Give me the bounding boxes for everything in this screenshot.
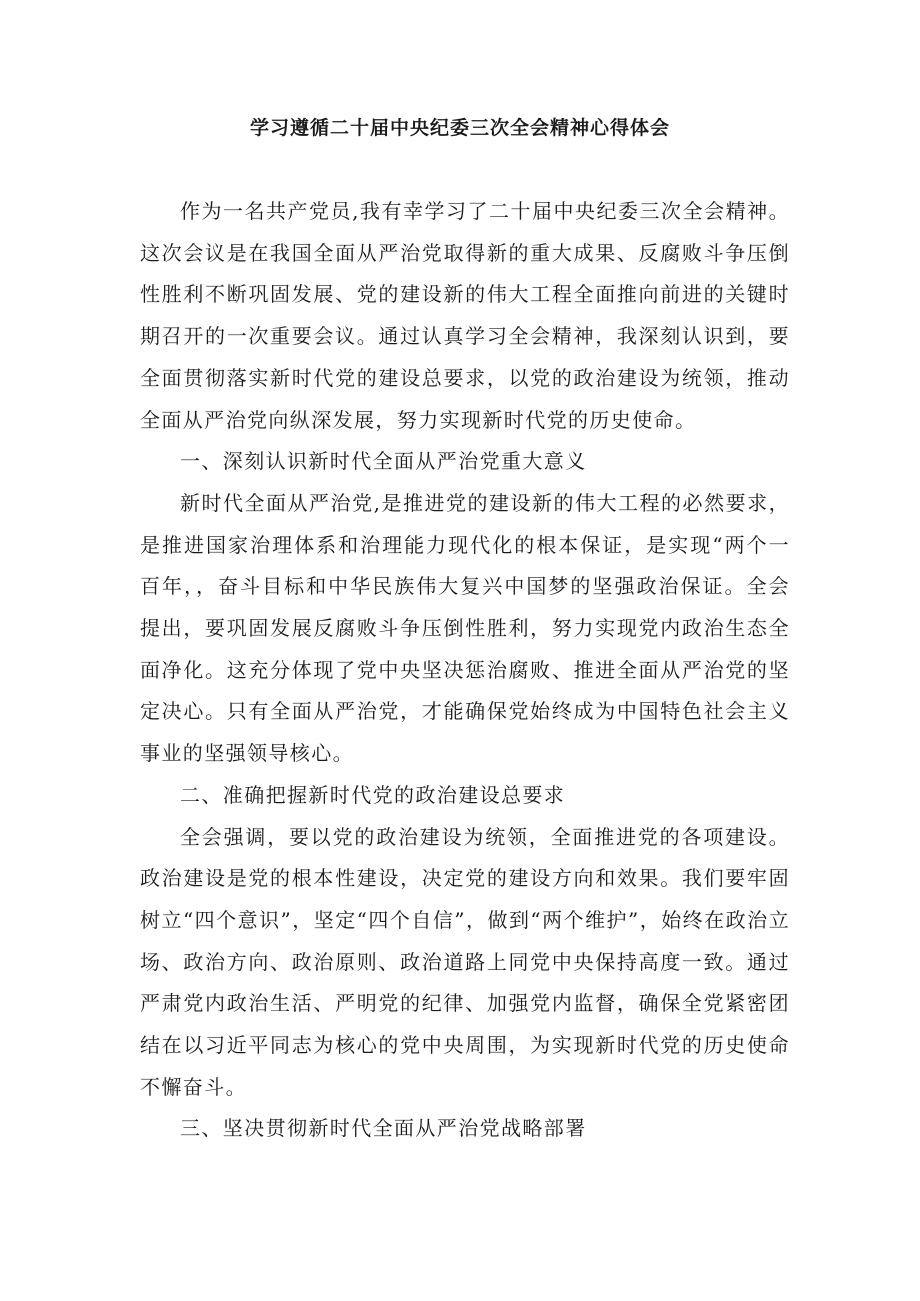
paragraph-section-2: 全会强调，要以党的政治建设为统领，全面推进党的各项建设。政治建设是党的根本性建设，决定党的建设方向和效果。我们要牢固树立“四个意识”，坚定“四个自信”，做到“两个维护”，始终在政治立场、政治方向、政治原则、政治道路上同党中央保持高度一致。通过严肃党内政治生活、严明党的纪律、加强党内监督，确保全党紧密团结在以习近平同志为核心的党中央周围，为实现新时代党的历史使命不懈奋斗。	[140, 824, 790, 1099]
document-body	[140, 191, 790, 1150]
paragraph-section-1: 新时代全面从严治党,是推进党的建设新的伟大工程的必然要求，是推进国家治理体系和治理能力现代化的根本保证，是实现“两个一百年，，奋斗目标和中华民族伟大复兴中国梦的坚强政治保证。全会提出，要巩固发展反腐败斗争压倒性胜利，努力实现党内政治生态全面净化。这充分体现了党中央坚决惩治腐败、推进全面从严治党的坚定决心。只有全面从严治党，才能确保党始终成为中国特色社会主义事业的坚强领导核心。	[140, 490, 790, 766]
section-heading-1: 一、深刻认识新时代全面从严治党重大意义	[180, 449, 587, 474]
document-title: 学习遵循二十届中央纪委三次全会精神心得体会	[249, 117, 670, 139]
paragraph-intro: 作为一名共产党员,我有幸学习了二十届中央纪委三次全会精神。这次会议是在我国全面从严治党取得新的重大成果、反腐败斗争压倒性胜利不断巩固发展、党的建设新的伟大工程全面推向前进的关键时期召开的一次重要会议。通过认真学习全会精神，我深刻认识到，要全面贯彻落实新时代党的建设总要求，以党的政治建设为统领，推动全面从严治党向纵深发展，努力实现新时代党的历史使命。	[140, 199, 790, 432]
section-heading-3: 三、坚决贯彻新时代全面从严治党战略部署	[180, 1116, 587, 1141]
section-heading-2: 二、准确把握新时代党的政治建设总要求	[180, 782, 566, 807]
